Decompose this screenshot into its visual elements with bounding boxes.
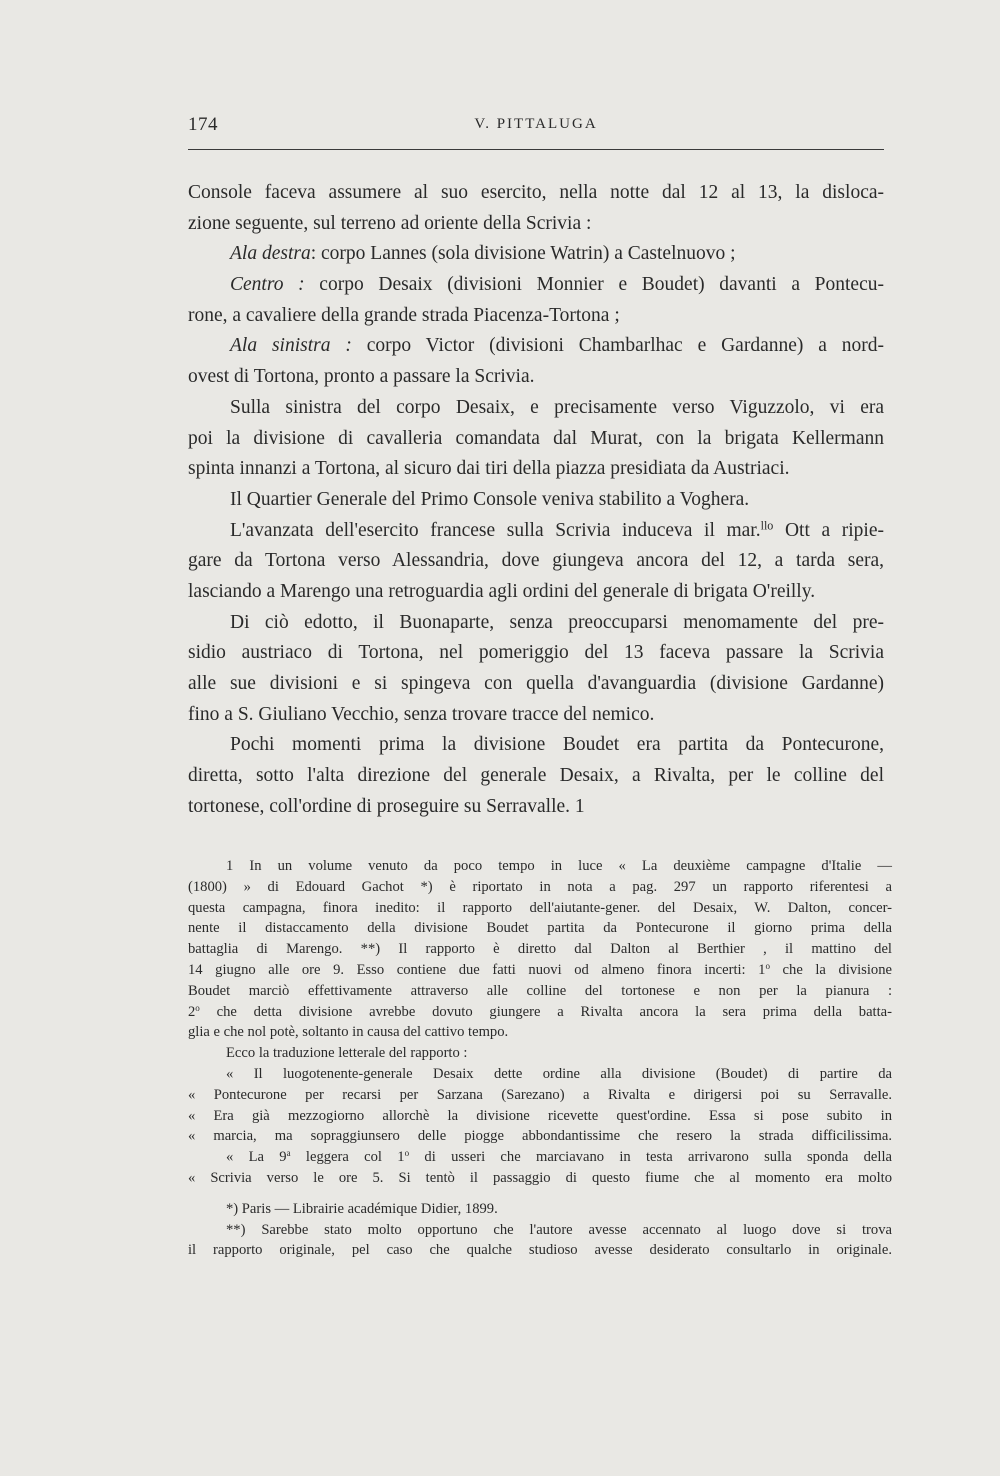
footnote-line: « Pontecurone per recarsi per Sarzana (Sarezano) a Rivalta e dirigersi poi su Serravalle. xyxy=(188,1086,892,1103)
footnote-line: Ecco la traduzione letterale del rapporto : xyxy=(226,1045,468,1062)
text-span: « La 9 xyxy=(226,1149,287,1166)
text-line xyxy=(188,239,884,270)
text-line: tortonese, coll'ordine di proseguire su Serravalle. 1 xyxy=(188,795,585,817)
text-line: zione seguente, sul terreno ad oriente della Scrivia : xyxy=(188,212,592,234)
text-line: gare da Tortona verso Alessandria, dove giungeva ancora del 12, a tarda sera, xyxy=(188,550,884,572)
text-span: corpo Desaix (divisioni Monnier e Boudet) davanti a Pontecu- xyxy=(304,274,884,296)
text-line: ovest di Tortona, pronto a passare la Scrivia. xyxy=(188,366,535,388)
text-line: Sulla sinistra del corpo Desaix, e precisamente verso Viguzzolo, vi era xyxy=(230,396,884,418)
subnote-line: **) Sarebbe stato molto opportuno che l'autore avesse accennato al luogo dove si trova xyxy=(226,1221,892,1238)
footnotes xyxy=(188,856,892,1261)
text-span: 2 xyxy=(188,1003,196,1020)
section-label: Ala sinistra : xyxy=(230,335,352,357)
text-line xyxy=(188,516,884,547)
footnote-line xyxy=(188,1002,892,1023)
text-line: Di ciò edotto, il Buonaparte, senza preoccuparsi menomamente del pre- xyxy=(230,611,884,633)
footnote-line: battaglia di Marengo. **) Il rapporto è diretto dal Dalton al Berthier , il mattino del xyxy=(188,941,892,958)
running-head: V. PITTALUGA xyxy=(474,116,598,132)
section-label: Ala destra xyxy=(230,243,311,265)
text-span: corpo Victor (divisioni Chambarlhac e Gardanne) a nord- xyxy=(351,335,884,357)
page-number: 174 xyxy=(188,114,218,135)
footnote-line: « Scrivia verso le ore 5. Si tentò il passaggio di questo fiume che al momento era molto xyxy=(188,1169,892,1186)
header-rule xyxy=(188,149,884,150)
superscript: o xyxy=(195,1002,200,1013)
footnote-line: (1800) » di Edouard Gachot *) è riportato in nota a pag. 297 un rapporto riferentesi a xyxy=(188,878,892,895)
text-span: che la divisione xyxy=(770,961,892,978)
footnote-line xyxy=(188,1147,892,1168)
text-span: 14 giugno alle ore 9. Esso contiene due fatti nuovi od almeno finora incerti: 1 xyxy=(188,961,766,978)
superscript: o xyxy=(404,1148,410,1159)
text-line: fino a S. Giuliano Vecchio, senza trovare tracce del nemico. xyxy=(188,703,655,725)
text-line: lasciando a Marengo una retroguardia agli ordini del generale di brigata O'reilly. xyxy=(188,580,816,602)
footnote-line: glia e che nol potè, soltanto in causa del cattivo tempo. xyxy=(188,1024,509,1041)
section-label: Centro : xyxy=(230,274,305,296)
subnote-line: il rapporto originale, pel caso che qualche studioso avesse desiderato consultarlo in originale. xyxy=(188,1242,892,1259)
text-line: rone, a cavaliere della grande strada Piacenza-Tortona ; xyxy=(188,304,620,326)
text-line: sidio austriaco di Tortona, nel pomeriggio del 13 faceva passare la Scrivia xyxy=(188,642,884,664)
text-span: L'avanzata dell'esercito francese sulla Scrivia induceva il mar. xyxy=(230,519,761,541)
main-text xyxy=(188,178,884,822)
footnote-gap xyxy=(188,1189,892,1199)
text-span: : corpo Lannes (sola divisione Watrin) a Castelnuovo ; xyxy=(310,243,736,265)
text-line: alle sue divisioni e si spingeva con quella d'avanguardia (divisione Gardanne) xyxy=(188,673,884,694)
superscript: llo xyxy=(760,517,774,532)
text-line: Console faceva assumere al suo esercito, nella notte dal 12 al 13, la disloca- xyxy=(188,182,884,203)
footnote-line: 1 In un volume venuto da poco tempo in luce « La deuxième campagne d'Italie — xyxy=(226,858,892,874)
text-line xyxy=(188,331,884,362)
text-line: Pochi momenti prima la divisione Boudet era partita da Pontecurone, xyxy=(230,734,884,756)
superscript: o xyxy=(765,961,770,972)
text-line: diretta, sotto l'alta direzione del generale Desaix, a Rivalta, per le colline del xyxy=(188,765,884,787)
footnote-line: « marcia, ma sopraggiunsero delle piogge abbondantissime che resero la strada difficilissima. xyxy=(188,1128,892,1145)
page-header xyxy=(188,114,884,140)
footnote-line: Boudet marciò effettivamente attraverso alle colline del tortonese e non per la pianura : xyxy=(188,982,892,999)
text-line: Il Quartier Generale del Primo Console veniva stabilito a Voghera. xyxy=(230,488,750,510)
footnote-line: nente il distaccamento della divisione Boudet partita da Pontecurone il giorno prima della xyxy=(188,920,892,937)
text-line xyxy=(188,270,884,301)
footnote-line: questa campagna, finora inedito: il rapporto dell'aiutante-gener. del Desaix, W. Dalton, concer- xyxy=(188,899,892,916)
superscript: a xyxy=(286,1148,291,1159)
text-line: spinta innanzi a Tortona, al sicuro dai tiri della piazza presidiata da Austriaci. xyxy=(188,458,790,480)
text-span: leggera col 1 xyxy=(290,1149,405,1166)
footnote-line: « Il luogotenente-generale Desaix dette ordine alla divisione (Boudet) di partire da xyxy=(226,1065,892,1082)
text-span: Ott a ripie- xyxy=(773,519,884,541)
text-span: di usseri che marciavano in testa arrivarono sulla sponda della xyxy=(409,1149,892,1166)
text-span: che detta divisione avrebbe dovuto giungere a Rivalta ancora la sera prima della batta- xyxy=(199,1003,892,1020)
footnote-line xyxy=(188,960,892,981)
subnote-line: *) Paris — Librairie académique Didier, 1899. xyxy=(226,1200,498,1217)
text-line: poi la divisione di cavalleria comandata dal Murat, con la brigata Kellermann xyxy=(188,427,884,449)
footnote-line: « Era già mezzogiorno allorchè la divisione ricevette quest'ordine. Essa si pose subito in xyxy=(188,1107,892,1124)
